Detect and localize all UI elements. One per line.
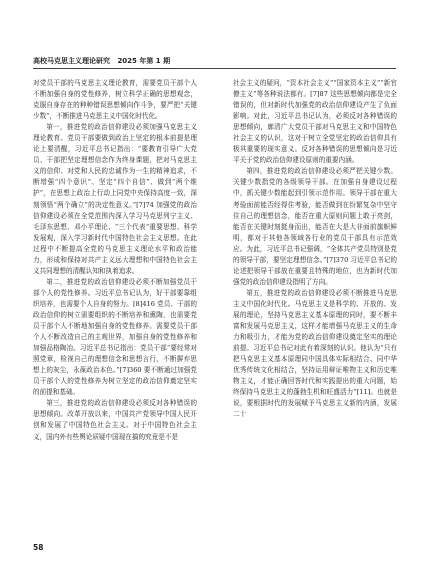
page-number: 58 (33, 543, 44, 552)
paragraph: 第四，推进党的政治信仰建设必须严把关键少数。关键少数指党的各级领导干部。在加强自身建设过程中，抓关键少数能起到引领示范作用。领导干部在重大考验面前能否经得住考验，能否做到在纷繁复杂中坚守住自己的理想信念，能否在重大原则问题上敢于亮剑，能否在关键时刻挺身而出，能否在大是大非面前旗帜鲜明，都对于其他各领域各行业的党员干部具有示范效应。为此，习近平总书记强调，“全体共产党员特别是党的领导干部，要坚定理想信念。”[7]370 习近平总书记的论述把领导干部放在重要且特殊的地位，也为新时代加强党的政治信仰建设指明了方向。 (233, 167, 397, 286)
paragraph: 第一，推进党的政治信仰建设必须加强马克思主义理论教育。党员干部要做到政治上坚定的根本前提是理论上要清醒，习近平总书记指出：“要教育引导广大党员、干部把坚定理想信念作为终身课题，把对马克思主义的信仰、对党和人民的忠诚作为一生的精神追求，不断增强“四个意识”、坚定“四个自信”、做到“两个维护”，在思想上政治上行动上同党中央保持高度一致，深刻领悟“两个确立”的决定性意义。”[7]74 加强党的政治信仰建设必须在全党范围内深入学习马克思列宁主义、毛泽东思想、邓小平理论、“三个代表”重要思想、科学发展观，深入学习新时代中国特色社会主义思想。在此过程中不断提高全党的马克思主义理论水平和政治能力，形成和保持对共产主义远大理想和中国特色社会主义共同理想的清醒认知和执着追求。 (33, 123, 197, 275)
paragraph: 对党员干部的马克思主义理论教育，需要党员干部个人不断加强自身的党性修养，树立科学正确的思想观念，克服自身存在的种种错误思想倾向作斗争，要严把“关键少数”，不断推进马克思主义中国化时代化。 (33, 79, 197, 121)
paragraph: 第五，推进党的政治信仰建设必须不断推进马克思主义中国化时代化。马克思主义是科学的、开放的、发展的理论，坚持马克思主义基本原理的同时，要不断丰富和发展马克思主义，这样才能增强马克思主义的生命力和吸引力，才能为党的政治信仰建设奠定坚实的理论前提。习近平总书记对此有着深刻的认识。他认为“只有把马克思主义基本原理同中国具体实际相结合、同中华优秀传统文化相结合，坚持运用辩证唯物主义和历史唯物主义，才能正确回答时代和实践提出的重大问题，始终保持马克思主义的蓬勃生机和旺盛活力”[11]。也就是说，要根据时代的发展赋予马克思主义新的内涵，发展二十 (233, 288, 397, 419)
running-header (33, 55, 396, 67)
header-rule (33, 68, 396, 69)
left-column (33, 78, 197, 443)
issue-label: 2025 年第 1 期 (117, 57, 171, 65)
paragraph: 第二，推进党的政治信仰建设必须不断加强党员干部个人的党性修养。习近平总书记认为，好干部要靠组织培养，也需要个人自身的努力。[8]416 党员、干部的政治信仰的树立需要组织的不断培养和熏陶，也需要党员干部个人不断地加强自身的党性修养。需要党员干部个人不断改造自己的主观世界，加强自身的党性修养和加强品格陶冶。习近平总书记指出：党员干部“要经常对照党章，检视自己的理想信念和思想言行，不断摒弃思想上的灰尘，永葆政治本色。”[7]360 要不断通过加强党员干部个人的党性修养为树立坚定的政治信仰奠定坚实的前提和基础。 (33, 277, 197, 397)
paragraph: 社会主义的疑问，“资本社会主义”“国家资本主义”“新官僚主义”等各种说法都有。[7]87 这些思想倾向都是完全错误的，但对新时代加强党的政治信仰建设产生了负面影响。对此，习近平总书记认为，必须反对各种错误的思想倾向，廓清广大党员干部对马克思主义和中国特色社会主义的认识，这对于树立全党坚定的政治信仰具有极其重要的现实意义。反对各种错误的思想倾向是习近平关于党的政治信仰建设原则的重要内涵。 (233, 79, 397, 165)
journal-title: 高校马克思主义理论研究 (33, 57, 110, 65)
paragraph: 第三，推进党的政治信仰建设必须反对各种错误的思想倾向。改革开放以来，中国共产党领导中国人民开创和发展了中国特色社会主义。对于中国特色社会主义，国内外有些舆论质疑中国现在搞的究竟是不是 (33, 399, 197, 441)
right-column (233, 78, 397, 420)
